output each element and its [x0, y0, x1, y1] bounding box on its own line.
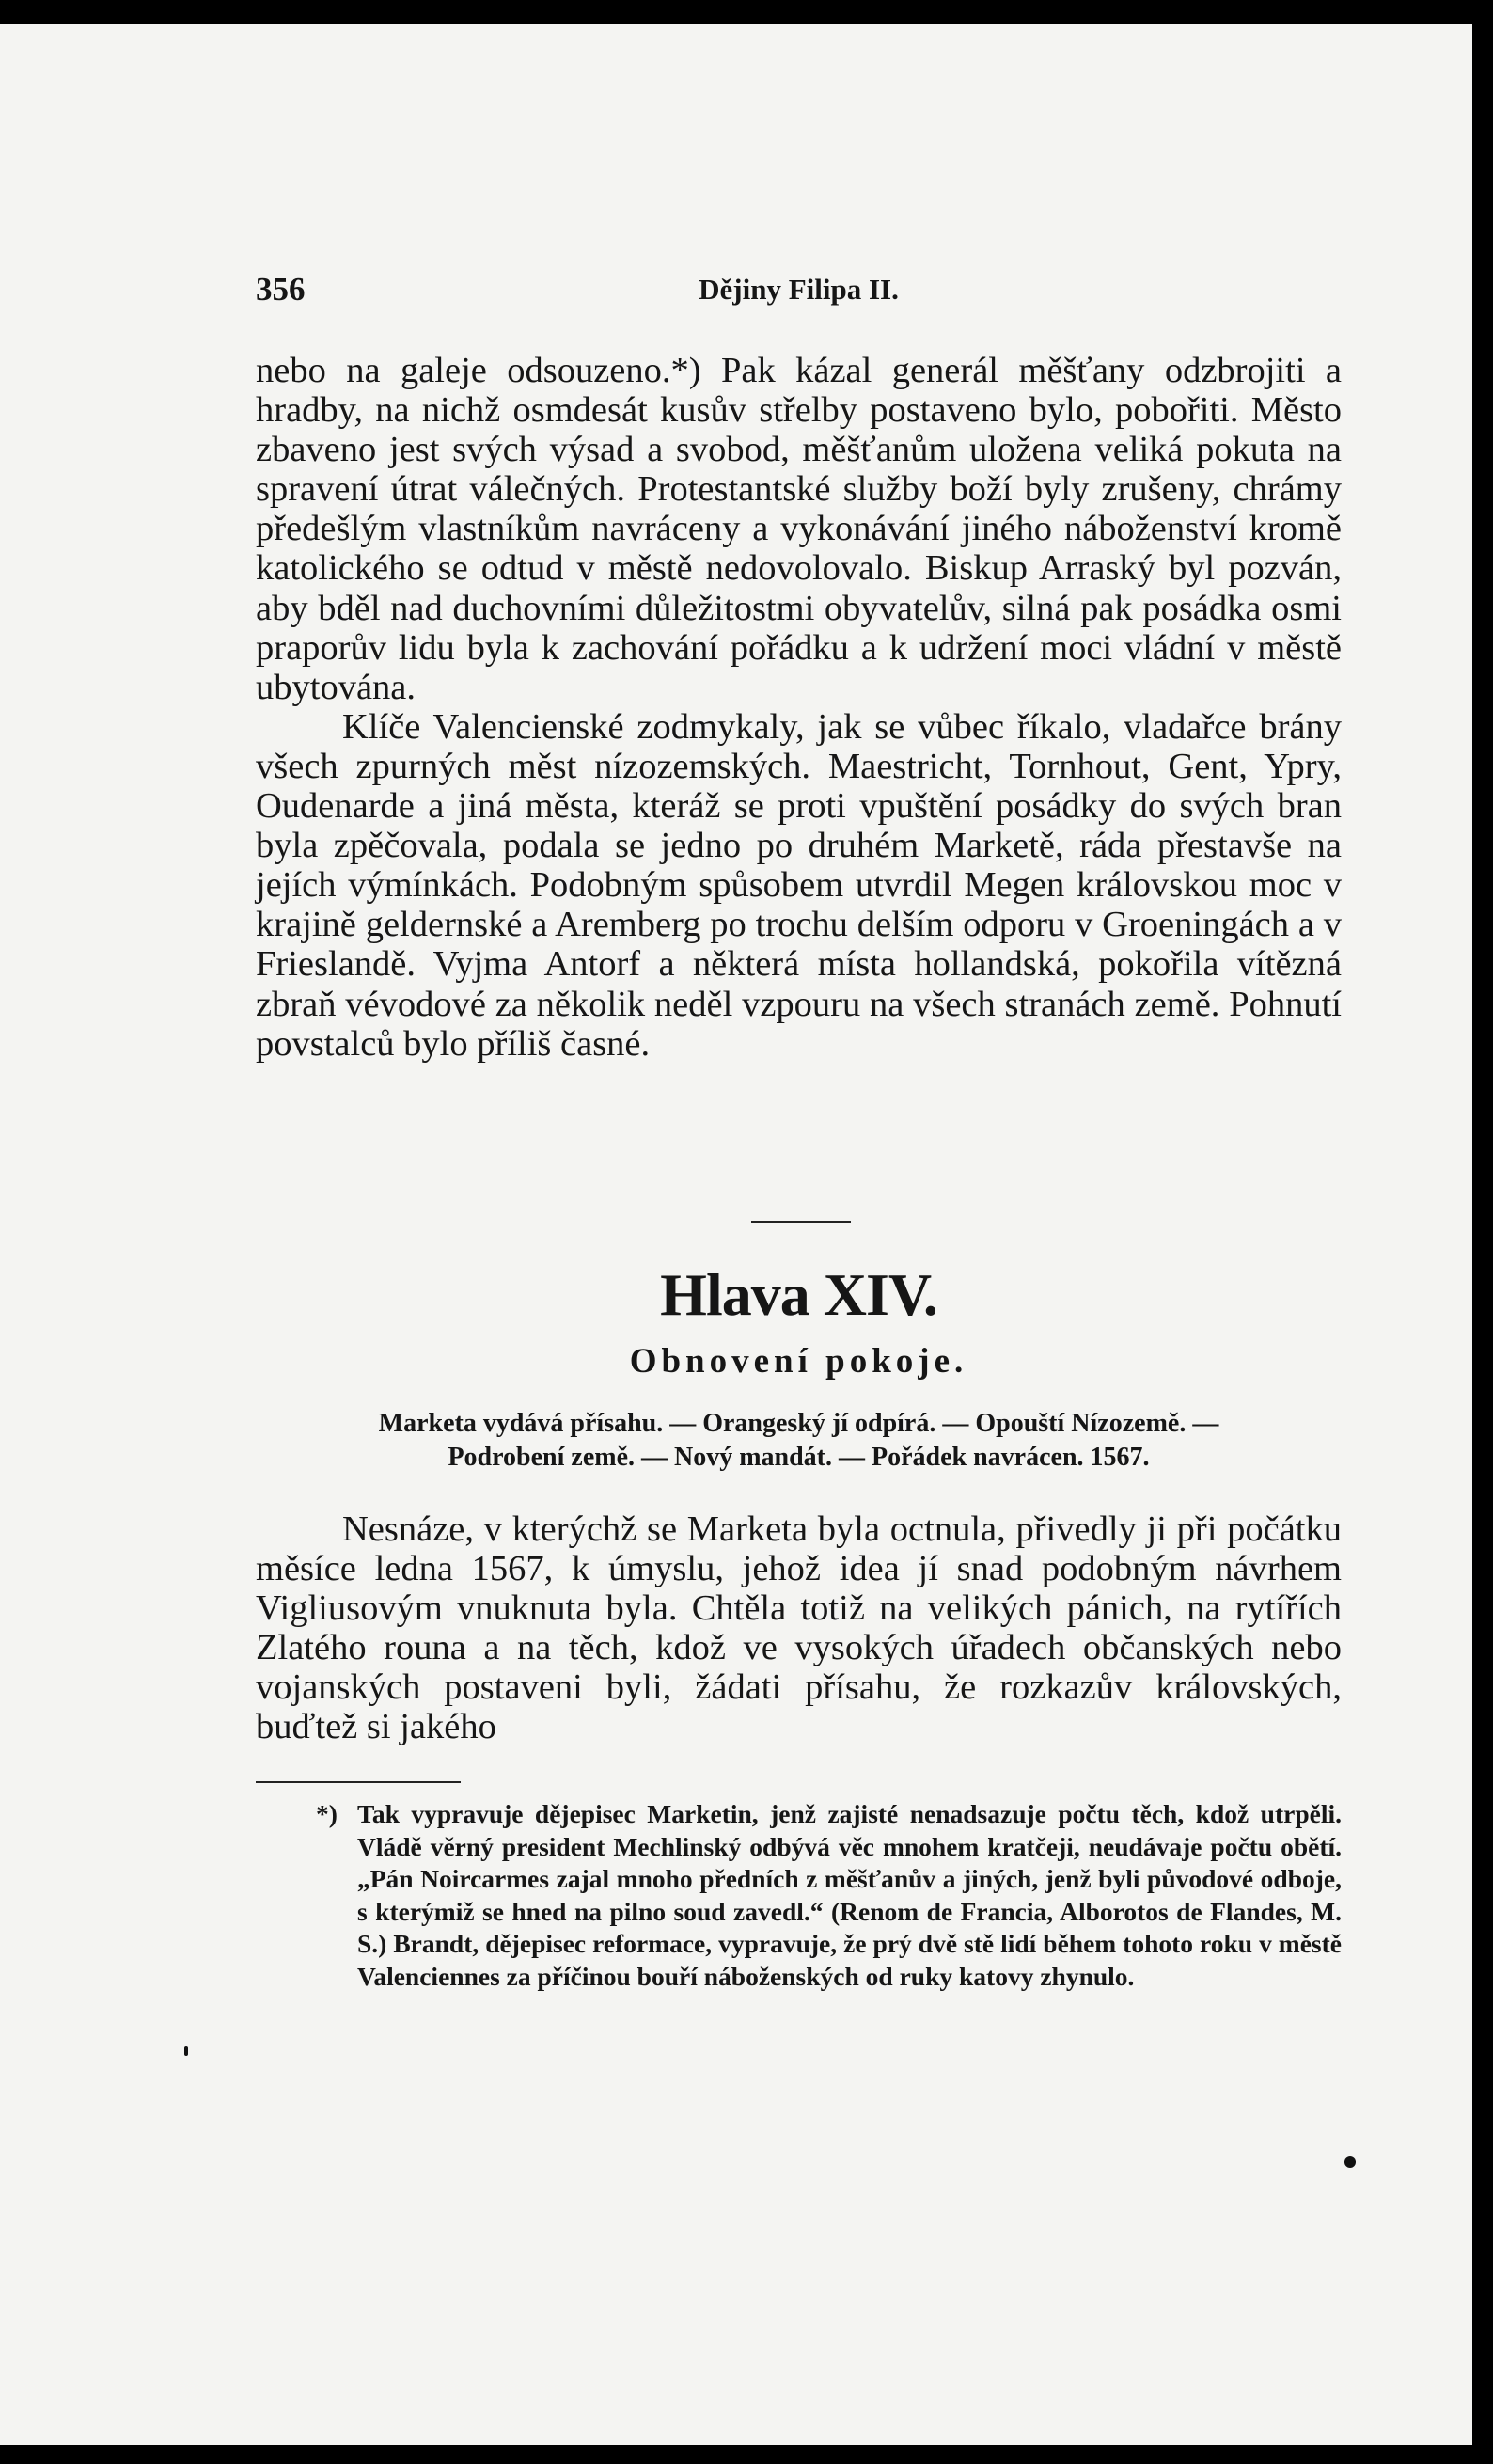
scan-right-edge [1472, 0, 1493, 2464]
chapter-title: Hlava XIV. [660, 1261, 937, 1328]
paragraph: Nesnáze, v kterýchž se Marketa byla octnula, přivedly ji při počátku měsíce ledna 1567, k úmyslu, jehož idea jí snad podobným návrhem Vigliusovým vnuknuta byla. Chtěla totiž na velikých pánich, na rytířích Zlatého rouna a na těch, kdož ve vysokých úřadech občanských nebo vojanských postaveni byli, žádati přísahu, že rozkazův královských, buďtež si jakého [256, 1509, 1342, 1747]
scan-top-edge [0, 0, 1493, 24]
footnote-paragraph [256, 1798, 1342, 1993]
page-number: 356 [256, 271, 306, 308]
paragraph: Klíče Valencienské zodmykaly, jak se vůbec říkalo, vladařce brány všech zpurných měst nízozemských. Maestricht, Tornhout, Gent, Ypry, Oudenarde a jiná města, kteráž se proti vpuštění posádky do svých bran byla zpěčovala, podala se jedno po druhém Marketě, ráda přestavše na jejích výmínkách. Podobným spůsobem utvrdil Megen královskou moc v krajině geldernské a Aremberg po trochu delším odporu v Groeningách a v Frieslandě. Vyjma Antorf a některá místa hollandská, pokořila vítězná zbraň vévodové za několik neděl vzpouru na všech stranách země. Pohnutí povstalců bylo příliš časné. [256, 706, 1342, 1064]
footnote-text: Tak vypravuje dějepisec Marketin, jenž zajisté nenadsazuje počtu těch, kdož utrpěli. Vládě věrný president Mechlinský odbývá věc mnohem kratčeji, neudávaje počtu obětí. „Pán Noircarmes zajal mnoho předních z měšťanův a jiných, jenž byli původové odboje, s kterýmiž se hned na pilno soud zavedl.“ (Renom de Francia, Alborotos de Flandes, M. S.) Brandt, dějepisec reformace, vypravuje, že prý dvě stě lidí během tohoto roku v městě Valenciennes za příčinou bouří náboženských od ruky katovy zhynulo. [357, 1799, 1342, 1991]
page-header [256, 271, 1342, 308]
paragraph: nebo na galeje odsouzeno.*) Pak kázal generál měšťany odzbrojiti a hradby, na nichž osmdesát kusův střelby postaveno bylo, pobořiti. Město zbaveno jest svých výsad a svobod, měšťanům uložena veliká pokuta na spravení útrat válečných. Protestantské služby boží byly zrušeny, chrámy předešlým vlastníkům navráceny a vykonávání jiného náboženství kromě katolického se odtud v městě nedovolovalo. Biskup Arraský byl pozván, aby bděl nad duchovními důležitostmi obyvatelův, silná pak posádka osmi praporův lidu byla k zachování pořádku a k udržení moci vládní v městě ubytována. [256, 351, 1342, 707]
footnote-separator-rule [256, 1781, 461, 1783]
running-title: Dějiny Filipa II. [699, 273, 899, 306]
body-text-before-chapter [256, 351, 1342, 1064]
footnote [256, 1798, 1342, 1993]
footnote-marker: *) [316, 1799, 338, 1828]
chapter-separator-rule [751, 1221, 851, 1223]
chapter-summary-line: Podrobení země. — Nový mandát. — Pořádek navrácen. 1567. [448, 1443, 1150, 1472]
scan-bottom-edge [0, 2445, 1493, 2464]
chapter-subtitle: Obnovení pokoje. [629, 1342, 968, 1381]
chapter-summary [256, 1407, 1342, 1475]
scan-speck [1344, 2156, 1356, 2168]
scan-speck [184, 2046, 188, 2056]
chapter-summary-line: Marketa vydává přísahu. — Orangeský jí odpírá. — Opouští Nízozemě. — [378, 1409, 1219, 1438]
body-text-chapter [256, 1509, 1342, 1747]
